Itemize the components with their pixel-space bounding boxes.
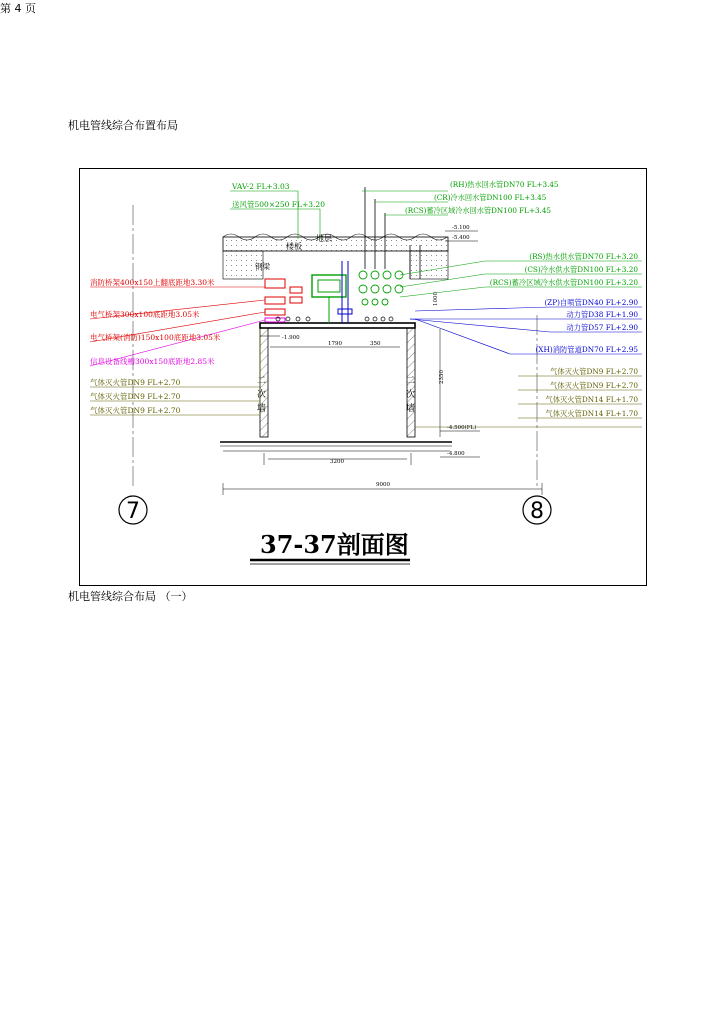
air-duct (312, 275, 346, 297)
right-label-9: 气体灭火管DN14 FL+1.70 (545, 395, 638, 404)
right-label-3: (ZP)自喷管DN40 FL+2.90 (544, 298, 638, 307)
dim-1: 1790 (328, 341, 342, 347)
height-dim: 2350 (439, 370, 445, 384)
left-label-2: 电气桥架(消防)150x100底距地3.05米 (90, 333, 221, 342)
right-label-7: 气体灭火管DN9 FL+2.70 (550, 367, 638, 376)
section-drawing-canvas (80, 169, 647, 586)
wall-left-label: 二次墙 (255, 375, 265, 417)
wall-right-label: 二次墙 (404, 375, 414, 417)
small-pipes (276, 317, 393, 321)
right-label-2: (RCS)蓄冷区域冷水供水管DN100 FL+3.20 (489, 278, 638, 287)
axis-label-8: 8 (530, 499, 544, 524)
left-label-6: 气体灭火管DN9 FL+2.70 (90, 406, 181, 415)
top-label-0: VAV-2 FL+3.03 (232, 182, 290, 191)
floor-slab (223, 237, 448, 251)
top-label-2: (RH)热水回水管DN70 FL+3.45 (450, 180, 559, 189)
elev-top: -5.100 (452, 225, 470, 231)
section-drawing (79, 168, 647, 586)
page-footer: 第 4 页 (0, 2, 36, 15)
right-label-8: 气体灭火管DN9 FL+2.70 (550, 381, 638, 390)
dimension-lines (223, 231, 542, 495)
dim-3: 1000 (433, 292, 439, 306)
dim-2: 350 (370, 341, 381, 347)
right-label-0: (RS)热水供水管DN70 FL+3.20 (529, 252, 638, 261)
page-heading: 机电管线综合布置布局 (68, 119, 178, 132)
left-label-0: 消防桥架400x150上翻底距地3.30米 (90, 278, 215, 287)
beam-left-label: 钢梁 (255, 262, 270, 271)
page-subcaption: 机电管线综合布局 （一） (68, 590, 193, 603)
right-label-1: (CS)冷水供水管DN100 FL+3.20 (524, 265, 638, 274)
electric-tray (265, 297, 285, 304)
floor-bottom: -4.800 (447, 451, 465, 457)
support-frame (260, 323, 415, 328)
beam-top-label: 地层 (316, 234, 332, 243)
tray-right-1 (290, 287, 302, 293)
right-label-4: 动力管D38 FL+1.90 (566, 310, 638, 319)
left-label-1: 电气桥架300x100底距地3.05米 (90, 310, 200, 319)
air-duct-inner (318, 280, 340, 292)
fire-cable-tray (265, 279, 285, 288)
right-label-6: (XH)消防管道DN70 FL+2.95 (535, 345, 638, 354)
floor-fl: -4.500(FL) (447, 425, 477, 431)
span-inner: 3200 (330, 459, 344, 465)
tray-right-2 (290, 297, 302, 303)
left-label-3: 信息设备线槽300x150底距地2.85米 (90, 357, 215, 366)
ceiling-elev: -1.900 (282, 335, 300, 341)
left-label-4: 气体灭火管DN9 FL+2.70 (90, 378, 181, 387)
beam-right (410, 251, 448, 279)
right-label-5: 动力管D57 FL+2.90 (566, 323, 638, 332)
axis-label-7: 7 (126, 499, 140, 524)
elev-top2: -5.400 (452, 235, 470, 241)
top-label-1: 送风管500×250 FL+3.20 (232, 200, 325, 209)
left-label-5: 气体灭火管DN9 FL+2.70 (90, 392, 181, 401)
drawing-title: 37-37剖面图 (260, 530, 409, 559)
pipe-group (359, 271, 403, 305)
electric-tray-fire (265, 309, 285, 315)
top-label-4: (RCS)蓄冷区域冷水回水管DN100 FL+3.45 (405, 206, 551, 215)
top-label-leaders (230, 191, 448, 239)
span-outer: 9000 (376, 482, 390, 488)
floor-slab-label: 楼板 (286, 242, 302, 251)
right-label-10: 气体灭火管DN14 FL+1.70 (545, 409, 638, 418)
info-tray (265, 318, 285, 322)
top-label-3: (CR)冷水回水管DN100 FL+3.45 (434, 193, 547, 202)
